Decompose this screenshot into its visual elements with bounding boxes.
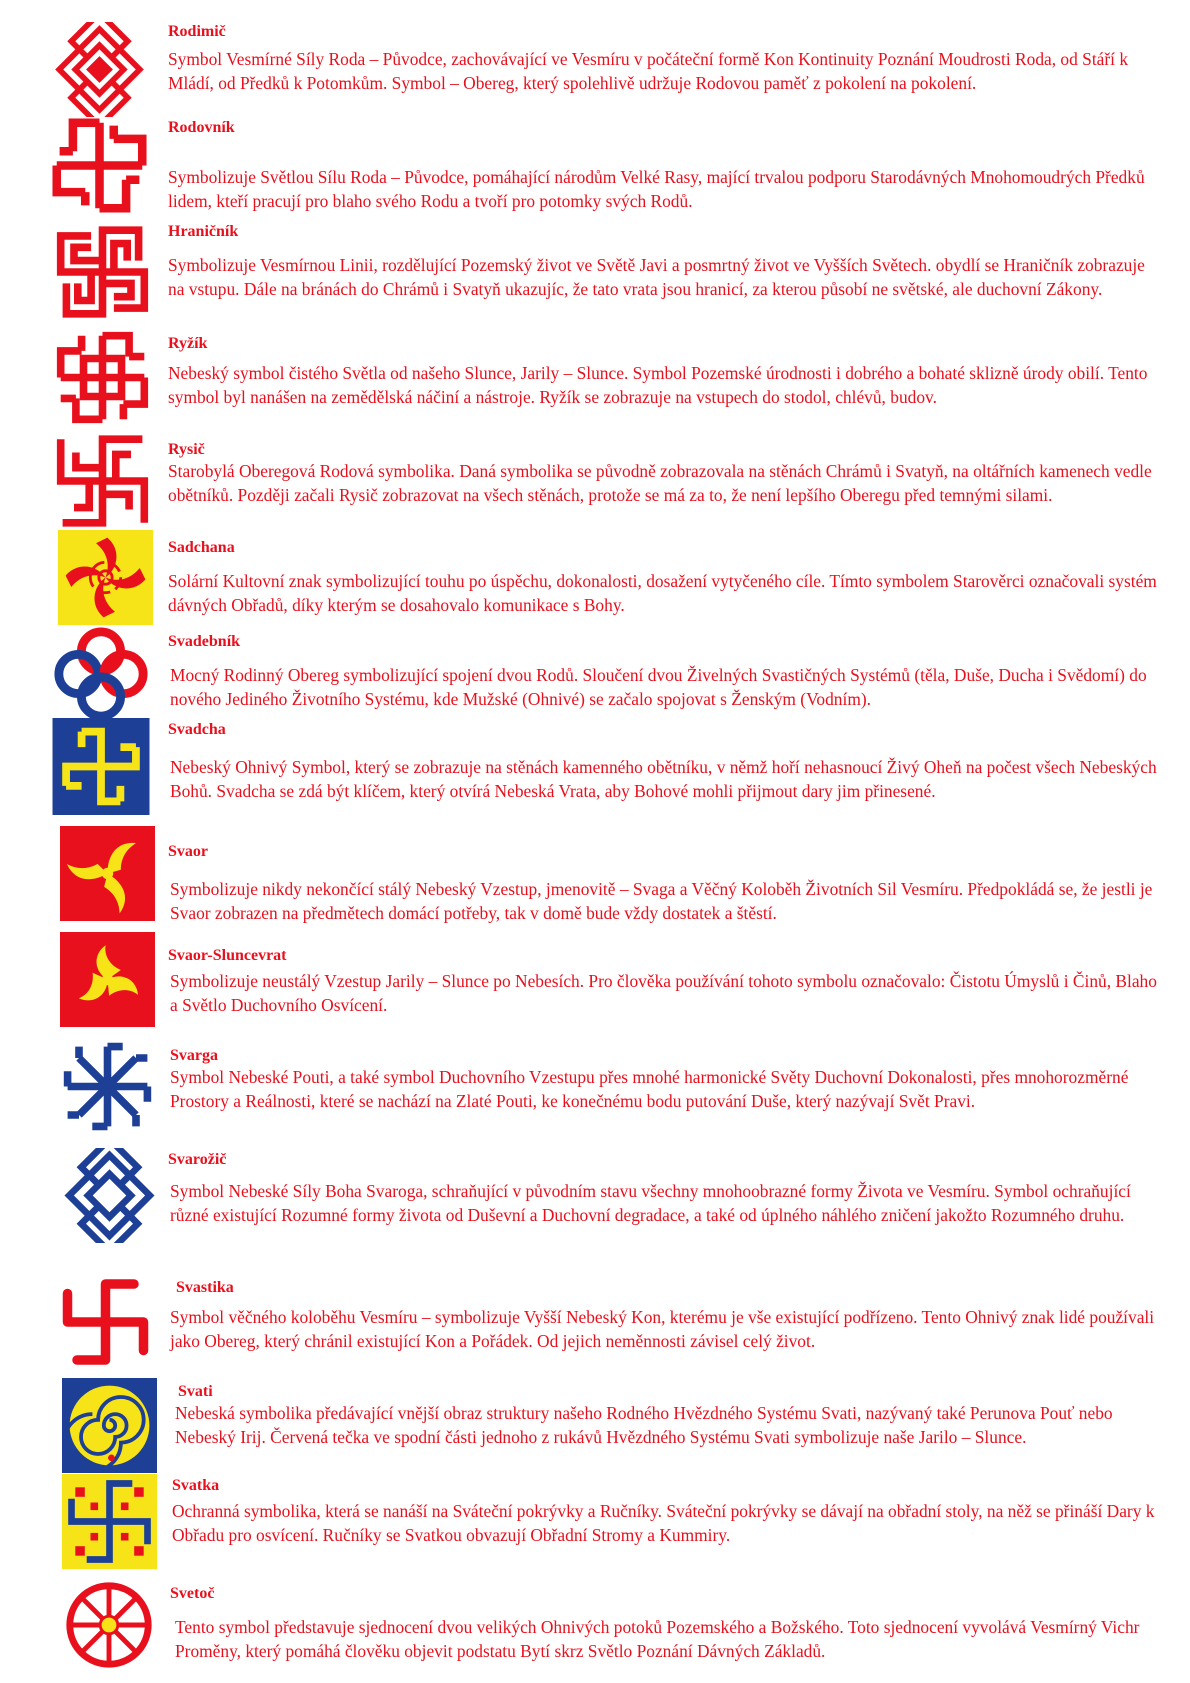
- entry-description: Symbolizuje neustálý Vzestup Jarily – Slunce po Nebesích. Pro člověka používání tohoto symbolu označovalo: Čistotu Úmyslů i Činů, Blaho a Světlo Duchovního Osvícení.: [170, 971, 1157, 1015]
- entry-title: Svadebník: [168, 633, 241, 650]
- entry-description: Symbol Nebeské Pouti, a také symbol Duchovního Vzestupu přes mnohé harmonické Světy Duchovní Dokonalosti, přes mnohorozměrné Prostory a Reálnosti, které se nachází na Zlaté Pouti, ke konečnému bodu putování Duše, který nazývají Svět Pravi.: [170, 1067, 1129, 1111]
- entry-title: Svaor-Sluncevrat: [168, 947, 287, 964]
- entry-description: Ochranná symbolika, která se nanáší na Sváteční pokrývky a Ručníky. Sváteční pokrývky se dávají na obřadní stoly, na něž se přináší Dary k Obřadu pro osvícení. Ručníky se Svatkou obvazují Obřadní Stromy a Kummiry.: [172, 1501, 1155, 1545]
- svarga-icon: [60, 1038, 155, 1135]
- entry-title: Ryžík: [168, 335, 208, 352]
- hranicnik-icon: [55, 222, 150, 322]
- entry-title: Svastika: [176, 1279, 234, 1296]
- svadebnik-icon: [52, 625, 150, 723]
- entry-title: Hraničník: [168, 223, 239, 240]
- svaor-sluncevrat-icon: [60, 932, 155, 1027]
- rysic-icon: [55, 432, 150, 530]
- entry-title: Svarožič: [168, 1151, 227, 1168]
- entry-title: Sadchana: [168, 539, 235, 556]
- svaor-icon: [60, 826, 155, 921]
- rodovnik-icon: [52, 118, 147, 213]
- svastika-icon: [58, 1272, 153, 1372]
- entry-description: Symbolizuje Světlou Sílu Roda – Původce, pomáhající národům Velké Rasy, mající trvalou podporu Starodávných Mnohomoudrých Předků lidem, kteří pracují pro blaho svého Rodu a tvoří pro potomky svých Rodů.: [168, 167, 1145, 211]
- entry-description: Mocný Rodinný Obereg symbolizující spojení dvou Rodů. Sloučení dvou Živelných Svastičných Systémů (těla, Duše, Ducha i Svědomí) do nového Jediného Životního Systému, kde Mužské (Ohnivé) se začalo spojovat s Ženským (Vodním).: [170, 665, 1147, 709]
- rodimic-icon: [52, 22, 147, 117]
- entry-description: Nebeský symbol čistého Světla od našeho Slunce, Jarily – Slunce. Symbol Pozemské úrodnosti i dobrého a bohaté sklizně úrody obilí. Tento symbol byl nanášen na zemědělská náčiní a nástroje. Ryžík se zobrazuje na vstupech do stodol, chlévů, budov.: [168, 363, 1148, 407]
- entry-description: Symbol věčného koloběhu Vesmíru – symbolizuje Vyšší Nebeský Kon, kterému je vše existující podřízeno. Tento Ohnivý znak lidé používali jako Obereg, který chránil existující Kon a Pořádek. Od jejich neměnnosti závisel celý život.: [170, 1307, 1155, 1351]
- entry-title: Svadcha: [168, 721, 226, 738]
- entry-title: Rodimič: [168, 23, 226, 40]
- entry-title: Rysič: [168, 441, 205, 458]
- entry-description: Nebeský Ohnivý Symbol, který se zobrazuje na stěnách kamenného obětníku, v němž hoří nehasnoucí Živý Oheň na počest všech Nebeských Bohů. Svadcha se zdá být klíčem, který otvírá Nebeská Vrata, aby Bohové mohli přijmout dary jim přinesené.: [170, 757, 1157, 801]
- svarozic-icon: [62, 1148, 157, 1243]
- svatka-icon: [62, 1474, 157, 1569]
- entry-description: Nebeská symbolika předávající vnější obraz struktury našeho Rodného Hvězdného Systému Svati, nazývaný také Perunova Pouť nebo Nebeský Irij. Červená tečka ve spodní části jednoho z rukávů Hvězdného Systému Svati symbolizuje naše Jarilo – Slunce.: [175, 1403, 1113, 1447]
- entry-description: Tento symbol představuje sjednocení dvou velikých Ohnivých potoků Pozemského a Božského. Toto sjednocení vyvolává Vesmírný Vichr Proměny, který pomáhá člověku objevit podstatu Bytí skrz Světlo Poznání Dávných Základů.: [175, 1617, 1140, 1661]
- entry-title: Svatka: [172, 1477, 220, 1494]
- entry-title: Rodovník: [168, 119, 235, 136]
- ryzik-icon: [55, 330, 150, 425]
- entry-description: Symbol Vesmírné Síly Roda – Původce, zachovávající ve Vesmíru v počáteční formě Kon Kontinuity Poznání Moudrosti Roda, od Stáří k Mládí, od Předků k Potomkům. Symbol – Obereg, který spolehlivě udržuje Rodovou paměť z pokolení na pokolení.: [168, 49, 1129, 93]
- entry-title: Svarga: [170, 1047, 218, 1064]
- svetoc-icon: [60, 1576, 158, 1674]
- entry-description: Starobylá Oberegová Rodová symbolika. Daná symbolika se původně zobrazovala na stěnách Chrámů i Svatyň, na oltářních kamenech vedle obětníků. Později začali Rysič zobrazovat na všech stěnách, protože se má za to, že není lepšího Oberegu před temnými silami.: [168, 461, 1152, 505]
- entry-description: Symbol Nebeské Síly Boha Svaroga, schraňující v původním stavu všechny mnohoobrazné formy Života ve Vesmíru. Symbol ochraňující různé existující Rozumné formy života od Duševní a Duchovní degradace, a také od úplného náhlého zničení jakožto Rozumného druhu.: [170, 1181, 1131, 1225]
- entry-title: Svetoč: [170, 1585, 215, 1602]
- svadcha-icon: [52, 718, 150, 815]
- entry-description: Solární Kultovní znak symbolizující touhu po úspěchu, dokonalosti, dosažení vytyčeného cíle. Tímto symbolem Starověrci označovali systém dávných Obřadů, díky kterým se dosahovalo komunikace s Bohy.: [168, 571, 1157, 615]
- entry-description: Symbolizuje nikdy nekončící stálý Nebeský Vzestup, jmenovitě – Svaga a Věčný Koloběh Životních Sil Vesmíru. Předpokládá se, že jestli je Svaor zobrazen na předmětech domácí potřeby, tak v domě bude vždy dostatek a štěstí.: [170, 879, 1153, 923]
- entry-title: Svati: [178, 1383, 213, 1400]
- svati-icon: [62, 1378, 157, 1473]
- entry-title: Svaor: [168, 843, 208, 860]
- entry-description: Symbolizuje Vesmírnou Linii, rozdělující Pozemský život ve Světě Javi a posmrtný život ve Vyšších Světech. obydlí se Hraničník zobrazuje na vstupu. Dále na bránách do Chrámů i Svatyň ukazujíc, že tato vrata jsou hranicí, za kterou působí ne světské, ale duchovní Zákony.: [168, 255, 1145, 299]
- sadchana-icon: [58, 530, 153, 625]
